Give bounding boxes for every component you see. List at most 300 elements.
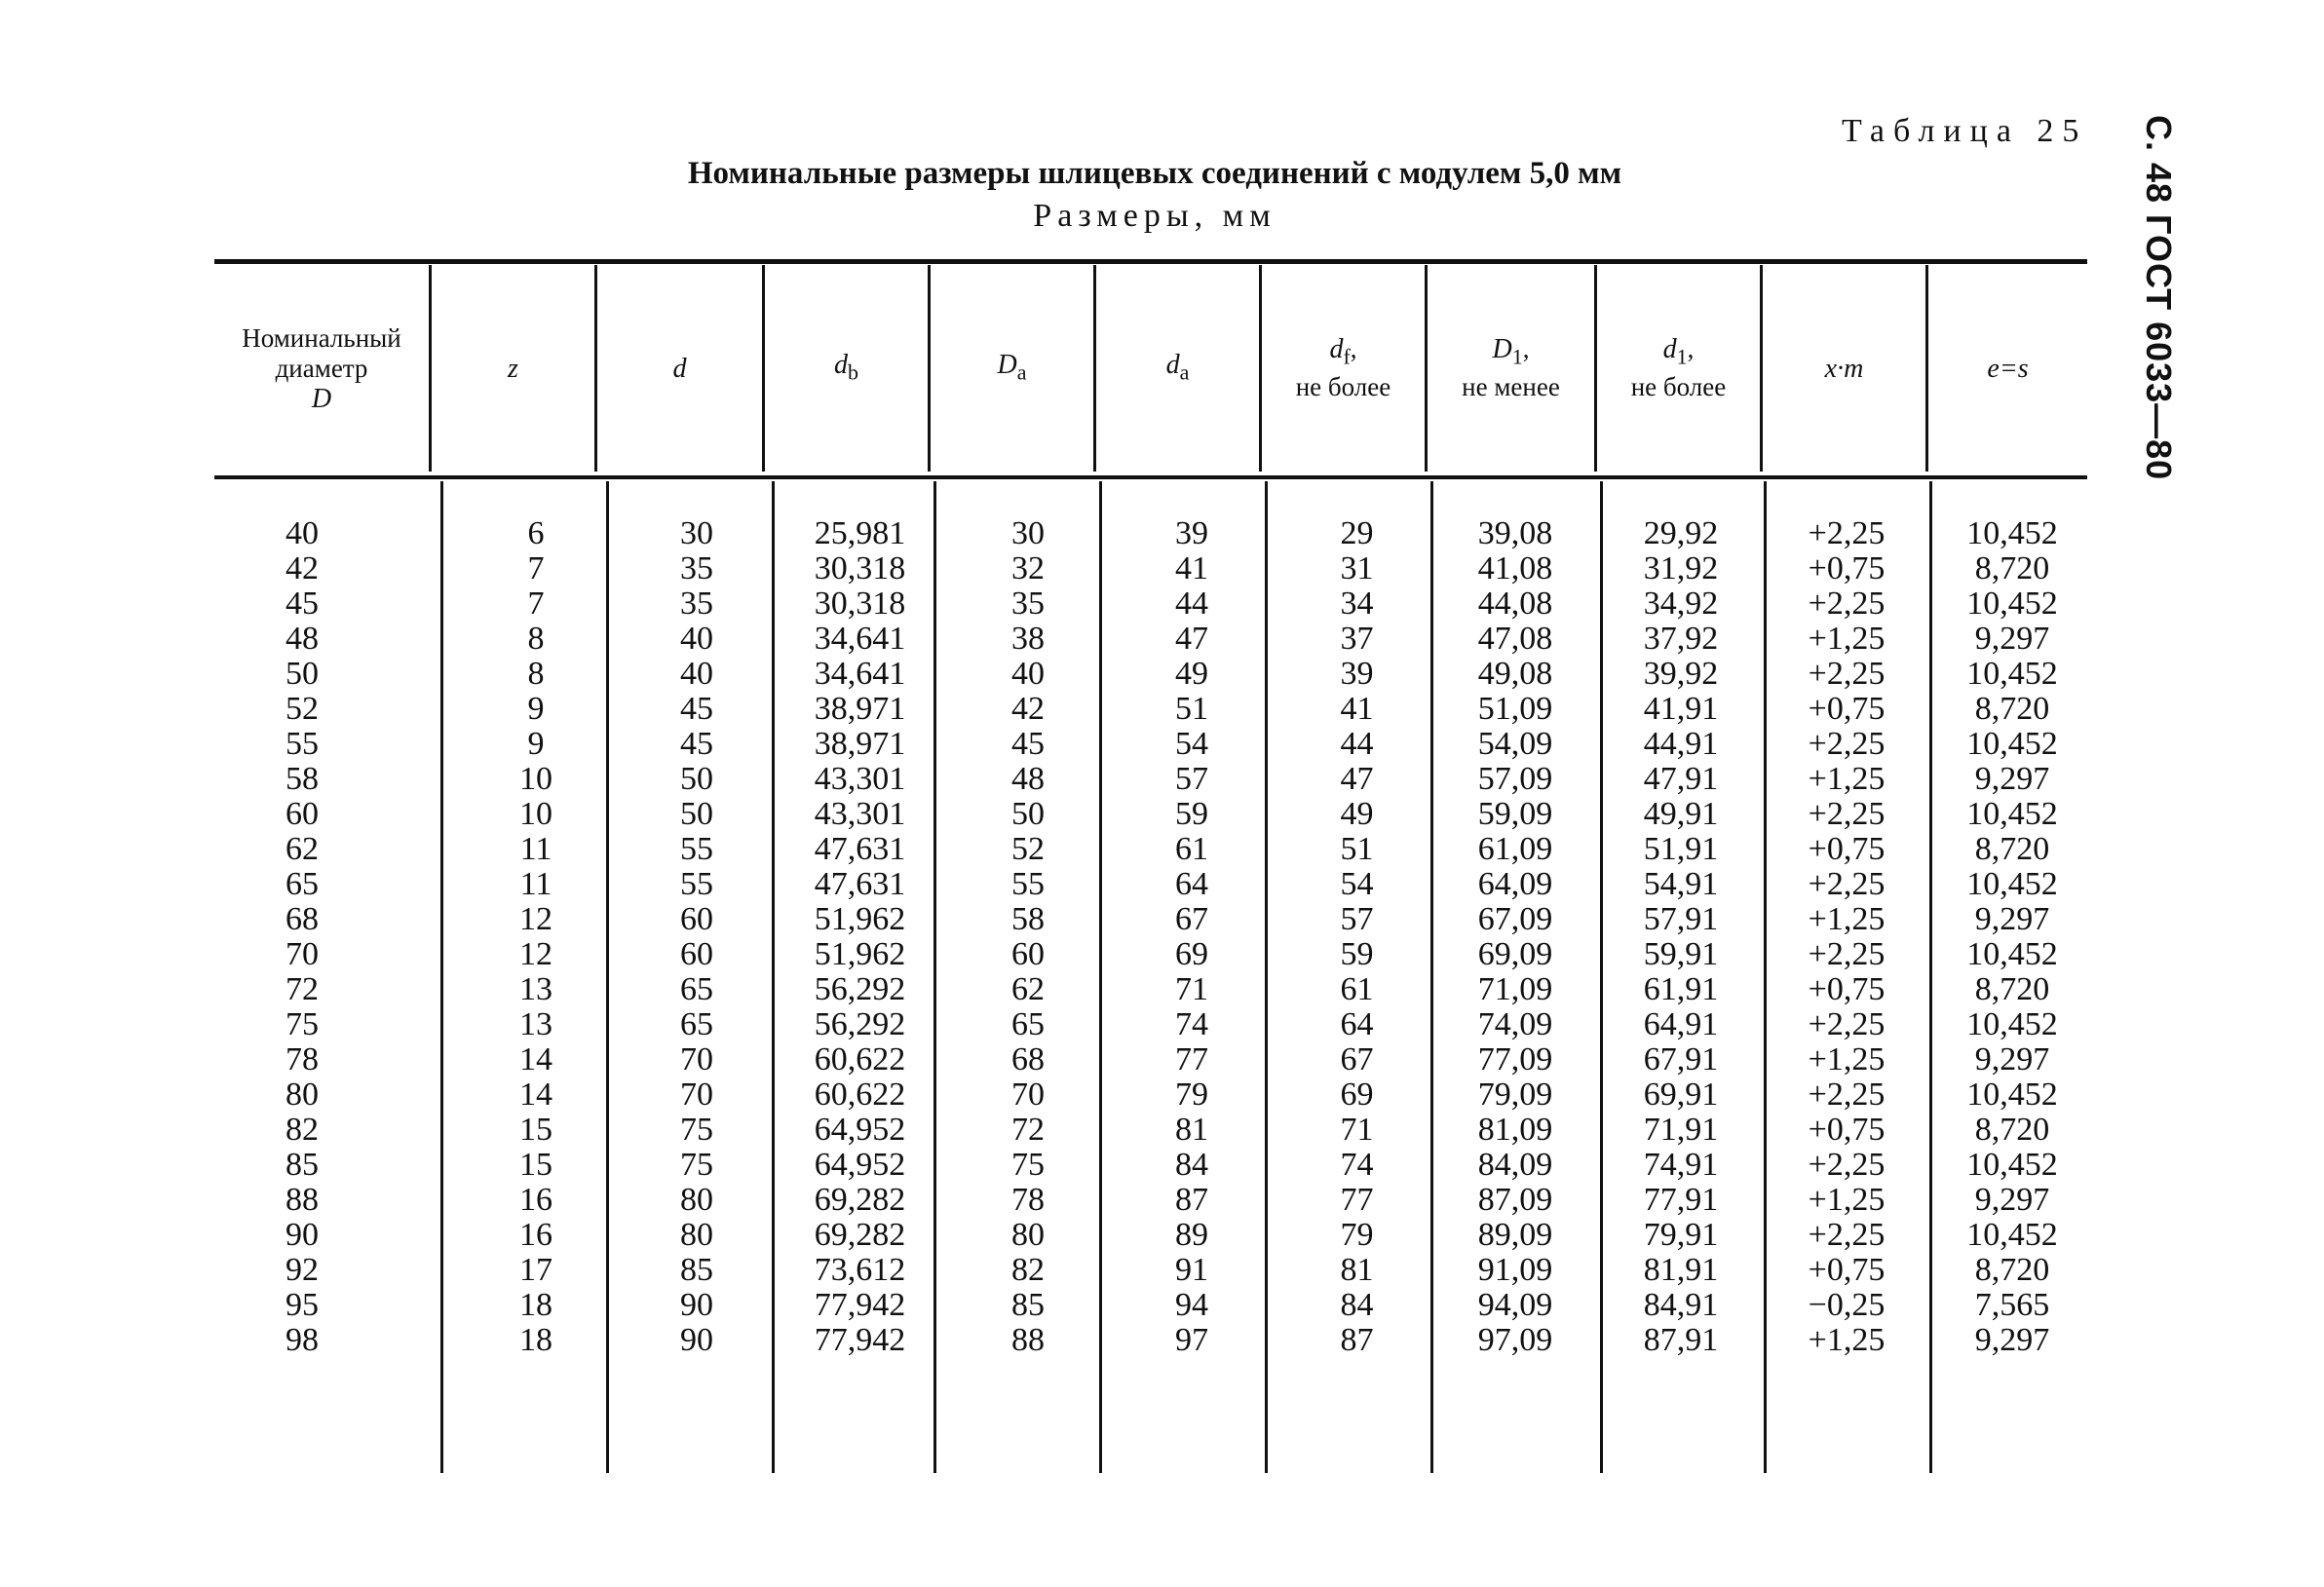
table-cell-es: 10,452 [1966, 936, 2058, 972]
table-cell-D1: 57,09 [1477, 761, 1553, 797]
table-cell-da: 49 [1175, 656, 1208, 692]
table-cell-d: 90 [680, 1287, 713, 1323]
table-cell-df: 54 [1340, 866, 1374, 902]
table-cell-es: 9,297 [1974, 1041, 2050, 1077]
table-cell-d1: 81,91 [1643, 1252, 1719, 1288]
table-cell-Da: 52 [1011, 831, 1045, 867]
table-number: Таблица 25 [1842, 113, 2088, 149]
table-cell-Da: 70 [1011, 1077, 1045, 1113]
table-cell-d: 40 [680, 621, 713, 657]
table-cell-z: 12 [519, 936, 552, 972]
table-cell-df: 29 [1340, 515, 1374, 551]
table-cell-da: 57 [1175, 761, 1208, 797]
table-cell-df: 37 [1340, 621, 1374, 657]
table-cell-Da: 48 [1011, 761, 1045, 797]
table-cell-D: 48 [286, 621, 319, 657]
table-cell-z: 10 [519, 761, 552, 797]
table-cell-db: 43,301 [814, 796, 906, 832]
table-cell-da: 61 [1175, 831, 1208, 867]
table-cell-xm: +0,75 [1808, 971, 1886, 1007]
table-cell-Da: 68 [1011, 1041, 1045, 1077]
table-cell-db: 56,292 [814, 971, 906, 1007]
column-d1 [1598, 516, 1764, 1358]
table-cell-da: 79 [1175, 1077, 1208, 1113]
table-cell-D1: 84,09 [1477, 1147, 1553, 1183]
table-cell-Da: 75 [1011, 1147, 1045, 1183]
table-cell-d: 55 [680, 866, 713, 902]
table-cell-df: 64 [1340, 1006, 1374, 1042]
table-cell-Da: 45 [1011, 726, 1045, 762]
table-cell-d: 60 [680, 901, 713, 937]
table-cell-xm: +2,25 [1808, 656, 1886, 692]
table-cell-D: 92 [286, 1252, 319, 1288]
table-cell-d1: 67,91 [1643, 1041, 1719, 1077]
table-cell-da: 64 [1175, 866, 1208, 902]
table-cell-d: 85 [680, 1252, 713, 1288]
header-nominal-diameter [214, 265, 429, 472]
table-cell-da: 74 [1175, 1006, 1208, 1042]
table-cell-d1: 69,91 [1643, 1077, 1719, 1113]
table-cell-z: 9 [527, 691, 545, 727]
table-cell-es: 8,720 [1974, 550, 2050, 586]
table-cell-es: 8,720 [1974, 1252, 2050, 1288]
table-cell-D1: 49,08 [1477, 656, 1553, 692]
table-cell-es: 10,452 [1966, 866, 2058, 902]
table-cell-df: 81 [1340, 1252, 1374, 1288]
table-cell-df: 67 [1340, 1041, 1374, 1077]
table-cell-es: 7,565 [1974, 1287, 2050, 1323]
table-cell-z: 17 [519, 1252, 552, 1288]
table-cell-df: 34 [1340, 586, 1374, 622]
header-z [432, 265, 594, 472]
column-df [1276, 516, 1437, 1358]
side-label [2140, 115, 2218, 485]
table-cell-d1: 39,92 [1643, 656, 1719, 692]
table-cell-D: 52 [286, 691, 319, 727]
header-db-subscript: b [848, 359, 858, 385]
table-cell-z: 10 [519, 796, 552, 832]
table-cell-d: 45 [680, 726, 713, 762]
header-D1-note: не менее [1462, 371, 1560, 401]
table-cell-d1: 57,91 [1643, 901, 1719, 937]
table-cell-db: 64,952 [814, 1147, 906, 1183]
header-D1-comma: , [1522, 334, 1530, 364]
table-cell-df: 47 [1340, 761, 1374, 797]
table-cell-da: 67 [1175, 901, 1208, 937]
column-D1 [1432, 516, 1598, 1358]
table-cell-da: 71 [1175, 971, 1208, 1007]
table-cell-Da: 42 [1011, 691, 1045, 727]
table-cell-xm: +0,75 [1808, 831, 1886, 867]
table-cell-xm: +2,25 [1808, 1147, 1886, 1183]
table-cell-d1: 84,91 [1643, 1287, 1719, 1323]
table-cell-d: 50 [680, 796, 713, 832]
table-cell-d: 65 [680, 971, 713, 1007]
table-cell-D: 85 [286, 1147, 319, 1183]
table-cell-d: 90 [680, 1322, 713, 1358]
table-cell-da: 47 [1175, 621, 1208, 657]
header-df-note: не более [1295, 371, 1391, 401]
header-z-symbol: z [508, 353, 518, 384]
table-cell-d: 35 [680, 550, 713, 586]
table-cell-z: 13 [519, 1006, 552, 1042]
table-cell-db: 51,962 [814, 936, 906, 972]
table-cell-xm: +1,25 [1808, 901, 1886, 937]
table-cell-es: 9,297 [1974, 1182, 2050, 1218]
table-cell-d1: 74,91 [1643, 1147, 1719, 1183]
table-cell-Da: 38 [1011, 621, 1045, 657]
table-cell-xm: +2,25 [1808, 796, 1886, 832]
table-cell-es: 8,720 [1974, 831, 2050, 867]
table-cell-z: 13 [519, 971, 552, 1007]
table-cell-z: 18 [519, 1287, 552, 1323]
table-cell-df: 61 [1340, 971, 1374, 1007]
table-cell-es: 9,297 [1974, 1322, 2050, 1358]
table-cell-da: 94 [1175, 1287, 1208, 1323]
table-cell-D: 75 [286, 1006, 319, 1042]
table-cell-D: 78 [286, 1041, 319, 1077]
table-cell-df: 39 [1340, 656, 1374, 692]
table-cell-xm: +1,25 [1808, 1322, 1886, 1358]
table-cell-da: 69 [1175, 936, 1208, 972]
table-cell-d: 80 [680, 1217, 713, 1253]
header-d1-symbol: d [1662, 334, 1677, 365]
header-nominal-diameter-line2: диаметр [275, 353, 368, 383]
table-title: Номинальные размеры шлицевых соединений с модулем 5,0 мм [687, 156, 1622, 191]
header-Da [931, 265, 1093, 472]
column-D [244, 516, 361, 1358]
table-cell-es: 9,297 [1974, 901, 2050, 937]
table-cell-D: 62 [286, 831, 319, 867]
table-cell-df: 57 [1340, 901, 1374, 937]
table-cell-d: 65 [680, 1006, 713, 1042]
table-cell-da: 41 [1175, 550, 1208, 586]
table-cell-db: 38,971 [814, 691, 906, 727]
table-cell-es: 10,452 [1966, 796, 2058, 832]
table-cell-D: 90 [286, 1217, 319, 1253]
table-cell-Da: 82 [1011, 1252, 1045, 1288]
table-cell-da: 89 [1175, 1217, 1208, 1253]
table-cell-D1: 71,09 [1477, 971, 1553, 1007]
header-d [597, 265, 762, 472]
table-cell-d: 45 [680, 691, 713, 727]
table-cell-df: 74 [1340, 1147, 1374, 1183]
table-cell-z: 15 [519, 1112, 552, 1148]
table-cell-xm: +2,25 [1808, 586, 1886, 622]
table-cell-df: 87 [1340, 1322, 1374, 1358]
table-cell-xm: −0,25 [1808, 1287, 1886, 1323]
table-cell-df: 44 [1340, 726, 1374, 762]
table-cell-D1: 61,09 [1477, 831, 1553, 867]
table-cell-D1: 64,09 [1477, 866, 1553, 902]
table-cell-D1: 97,09 [1477, 1322, 1553, 1358]
table-cell-d1: 64,91 [1643, 1006, 1719, 1042]
table-cell-Da: 35 [1011, 586, 1045, 622]
table-cell-df: 31 [1340, 550, 1374, 586]
table-top-rule [214, 259, 2087, 264]
table-cell-df: 71 [1340, 1112, 1374, 1148]
table-cell-db: 30,318 [814, 586, 906, 622]
table-cell-d1: 29,92 [1643, 515, 1719, 551]
table-cell-d: 55 [680, 831, 713, 867]
table-cell-Da: 60 [1011, 936, 1045, 972]
header-es [1928, 265, 2087, 472]
table-cell-d1: 41,91 [1643, 691, 1719, 727]
table-cell-da: 97 [1175, 1322, 1208, 1358]
table-cell-df: 79 [1340, 1217, 1374, 1253]
table-cell-Da: 80 [1011, 1217, 1045, 1253]
header-da [1096, 265, 1259, 472]
table-cell-Da: 88 [1011, 1322, 1045, 1358]
table-cell-D1: 74,09 [1477, 1006, 1553, 1042]
table-cell-z: 15 [519, 1147, 552, 1183]
table-cell-df: 51 [1340, 831, 1374, 867]
column-es [1934, 516, 2090, 1358]
table-cell-D1: 91,09 [1477, 1252, 1553, 1288]
table-cell-da: 54 [1175, 726, 1208, 762]
table-cell-xm: +2,25 [1808, 866, 1886, 902]
table-cell-xm: +2,25 [1808, 1217, 1886, 1253]
table-cell-d1: 54,91 [1643, 866, 1719, 902]
table-cell-D1: 47,08 [1477, 621, 1553, 657]
table-cell-d: 40 [680, 656, 713, 692]
table-cell-Da: 55 [1011, 866, 1045, 902]
header-d1-note: не более [1630, 371, 1727, 401]
column-d [614, 516, 780, 1358]
table-cell-da: 39 [1175, 515, 1208, 551]
table-cell-d1: 49,91 [1643, 796, 1719, 832]
table-cell-db: 34,641 [814, 621, 906, 657]
table-cell-db: 56,292 [814, 1006, 906, 1042]
table-cell-d1: 79,91 [1643, 1217, 1719, 1253]
table-cell-d1: 44,91 [1643, 726, 1719, 762]
table-cell-z: 12 [519, 901, 552, 937]
table-cell-D: 45 [286, 586, 319, 622]
header-nominal-diameter-symbol: D [311, 383, 332, 414]
table-cell-D: 40 [286, 515, 319, 551]
table-cell-D: 70 [286, 936, 319, 972]
table-cell-z: 7 [527, 550, 545, 586]
column-Da [950, 516, 1106, 1358]
table-cell-z: 11 [519, 866, 552, 902]
table-cell-db: 30,318 [814, 550, 906, 586]
table-cell-d1: 34,92 [1643, 586, 1719, 622]
table-cell-db: 60,622 [814, 1041, 906, 1077]
header-db-symbol: d [834, 349, 848, 380]
table-cell-es: 10,452 [1966, 586, 2058, 622]
table-cell-D: 42 [286, 550, 319, 586]
table-cell-db: 77,942 [814, 1322, 906, 1358]
table-cell-df: 84 [1340, 1287, 1374, 1323]
header-nominal-diameter-line1: Номинальный [242, 322, 401, 353]
header-d-symbol: d [672, 353, 687, 384]
table-cell-d: 60 [680, 936, 713, 972]
table-cell-D: 68 [286, 901, 319, 937]
table-cell-Da: 58 [1011, 901, 1045, 937]
table-cell-xm: +2,25 [1808, 936, 1886, 972]
table-cell-xm: +2,25 [1808, 1077, 1886, 1113]
table-cell-z: 7 [527, 586, 545, 622]
table-cell-d1: 31,92 [1643, 550, 1719, 586]
header-d1-comma: , [1687, 334, 1695, 364]
table-cell-da: 84 [1175, 1147, 1208, 1183]
table-cell-D: 80 [286, 1077, 319, 1113]
table-cell-d1: 71,91 [1643, 1112, 1719, 1148]
table-cell-db: 64,952 [814, 1112, 906, 1148]
table-cell-D1: 54,09 [1477, 726, 1553, 762]
table-cell-z: 18 [519, 1322, 552, 1358]
table-cell-xm: +0,75 [1808, 550, 1886, 586]
table-cell-es: 10,452 [1966, 515, 2058, 551]
header-db [765, 265, 928, 472]
table-cell-D1: 94,09 [1477, 1287, 1553, 1323]
table-cell-z: 9 [527, 726, 545, 762]
header-da-symbol: d [1165, 349, 1180, 380]
header-D1 [1428, 265, 1594, 472]
table-cell-xm: +2,25 [1808, 515, 1886, 551]
column-z [458, 516, 614, 1358]
table-cell-d: 35 [680, 586, 713, 622]
table-cell-D: 65 [286, 866, 319, 902]
table-cell-da: 87 [1175, 1182, 1208, 1218]
table-cell-d: 75 [680, 1112, 713, 1148]
table-cell-df: 49 [1340, 796, 1374, 832]
table-cell-db: 38,971 [814, 726, 906, 762]
header-xm-symbol: x·m [1824, 353, 1864, 384]
table-cell-es: 8,720 [1974, 1112, 2050, 1148]
table-cell-z: 16 [519, 1217, 552, 1253]
table-cell-Da: 40 [1011, 656, 1045, 692]
table-cell-es: 9,297 [1974, 621, 2050, 657]
table-cell-db: 43,301 [814, 761, 906, 797]
table-cell-D1: 69,09 [1477, 936, 1553, 972]
table-cell-D1: 59,09 [1477, 796, 1553, 832]
table-cell-db: 25,981 [814, 515, 906, 551]
table-cell-D: 98 [286, 1322, 319, 1358]
table-cell-D1: 89,09 [1477, 1217, 1553, 1253]
table-cell-da: 77 [1175, 1041, 1208, 1077]
table-cell-db: 47,631 [814, 831, 906, 867]
table-cell-d1: 61,91 [1643, 971, 1719, 1007]
table-cell-d1: 77,91 [1643, 1182, 1719, 1218]
table-cell-D: 72 [286, 971, 319, 1007]
header-df [1262, 265, 1425, 472]
table-cell-es: 10,452 [1966, 656, 2058, 692]
table-cell-db: 47,631 [814, 866, 906, 902]
table-cell-D1: 77,09 [1477, 1041, 1553, 1077]
table-cell-z: 8 [527, 621, 545, 657]
table-cell-Da: 78 [1011, 1182, 1045, 1218]
table-cell-z: 14 [519, 1077, 552, 1113]
table-cell-es: 10,452 [1966, 1077, 2058, 1113]
table-cell-D: 60 [286, 796, 319, 832]
table-cell-z: 16 [519, 1182, 552, 1218]
table-cell-d1: 47,91 [1643, 761, 1719, 797]
table-cell-D: 82 [286, 1112, 319, 1148]
header-xm [1763, 265, 1925, 472]
table-cell-xm: +1,25 [1808, 761, 1886, 797]
table-cell-Da: 62 [1011, 971, 1045, 1007]
header-df-symbol: d [1329, 334, 1344, 365]
table-cell-es: 8,720 [1974, 971, 2050, 1007]
table-cell-D1: 41,08 [1477, 550, 1553, 586]
table-cell-df: 59 [1340, 936, 1374, 972]
table-cell-D1: 44,08 [1477, 586, 1553, 622]
table-cell-xm: +1,25 [1808, 1182, 1886, 1218]
table-cell-db: 60,622 [814, 1077, 906, 1113]
table-cell-d: 50 [680, 761, 713, 797]
table-cell-d1: 59,91 [1643, 936, 1719, 972]
table-cell-db: 69,282 [814, 1217, 906, 1253]
table-cell-z: 6 [527, 515, 545, 551]
table-cell-df: 77 [1340, 1182, 1374, 1218]
table-cell-df: 41 [1340, 691, 1374, 727]
table-cell-Da: 50 [1011, 796, 1045, 832]
table-cell-Da: 85 [1011, 1287, 1045, 1323]
table-cell-xm: +2,25 [1808, 726, 1886, 762]
table-cell-Da: 65 [1011, 1006, 1045, 1042]
table-cell-D: 55 [286, 726, 319, 762]
table-cell-D: 58 [286, 761, 319, 797]
table-subtitle: Размеры, мм [1033, 198, 1276, 234]
table-cell-es: 10,452 [1966, 1006, 2058, 1042]
table-cell-es: 10,452 [1966, 1147, 2058, 1183]
table-cell-es: 8,720 [1974, 691, 2050, 727]
table-cell-es: 9,297 [1974, 761, 2050, 797]
table-cell-db: 73,612 [814, 1252, 906, 1288]
header-d1-subscript: 1 [1676, 344, 1688, 369]
header-da-subscript: a [1179, 359, 1190, 385]
table-cell-D1: 81,09 [1477, 1112, 1553, 1148]
table-cell-D1: 39,08 [1477, 515, 1553, 551]
header-df-subscript: f [1343, 344, 1351, 369]
header-d1 [1597, 265, 1760, 472]
table-cell-D: 95 [286, 1287, 319, 1323]
header-Da-symbol: D [997, 349, 1017, 380]
header-Da-subscript: a [1016, 359, 1027, 385]
table-cell-d: 75 [680, 1147, 713, 1183]
table-cell-db: 77,942 [814, 1287, 906, 1323]
table-cell-d: 30 [680, 515, 713, 551]
table-cell-Da: 30 [1011, 515, 1045, 551]
table-cell-z: 11 [519, 831, 552, 867]
table-cell-db: 34,641 [814, 656, 906, 692]
table-cell-da: 59 [1175, 796, 1208, 832]
table-cell-db: 51,962 [814, 901, 906, 937]
column-xm [1764, 516, 1929, 1358]
table-cell-D: 88 [286, 1182, 319, 1218]
table-cell-d: 70 [680, 1077, 713, 1113]
header-df-comma: , [1350, 334, 1357, 364]
header-D1-subscript: 1 [1511, 344, 1523, 369]
table-cell-d1: 51,91 [1643, 831, 1719, 867]
table-cell-Da: 72 [1011, 1112, 1045, 1148]
table-cell-D1: 79,09 [1477, 1077, 1553, 1113]
table-cell-xm: +0,75 [1808, 1252, 1886, 1288]
table-cell-D1: 51,09 [1477, 691, 1553, 727]
table-cell-d: 70 [680, 1041, 713, 1077]
header-D1-symbol: D [1492, 334, 1512, 365]
table-cell-xm: +0,75 [1808, 691, 1886, 727]
table-cell-da: 51 [1175, 691, 1208, 727]
table-cell-D1: 87,09 [1477, 1182, 1553, 1218]
header-bottom-rule [214, 475, 2087, 479]
table-cell-df: 69 [1340, 1077, 1374, 1113]
table-cell-D1: 67,09 [1477, 901, 1553, 937]
table-cell-da: 81 [1175, 1112, 1208, 1148]
table-cell-D: 50 [286, 656, 319, 692]
table-cell-d: 80 [680, 1182, 713, 1218]
